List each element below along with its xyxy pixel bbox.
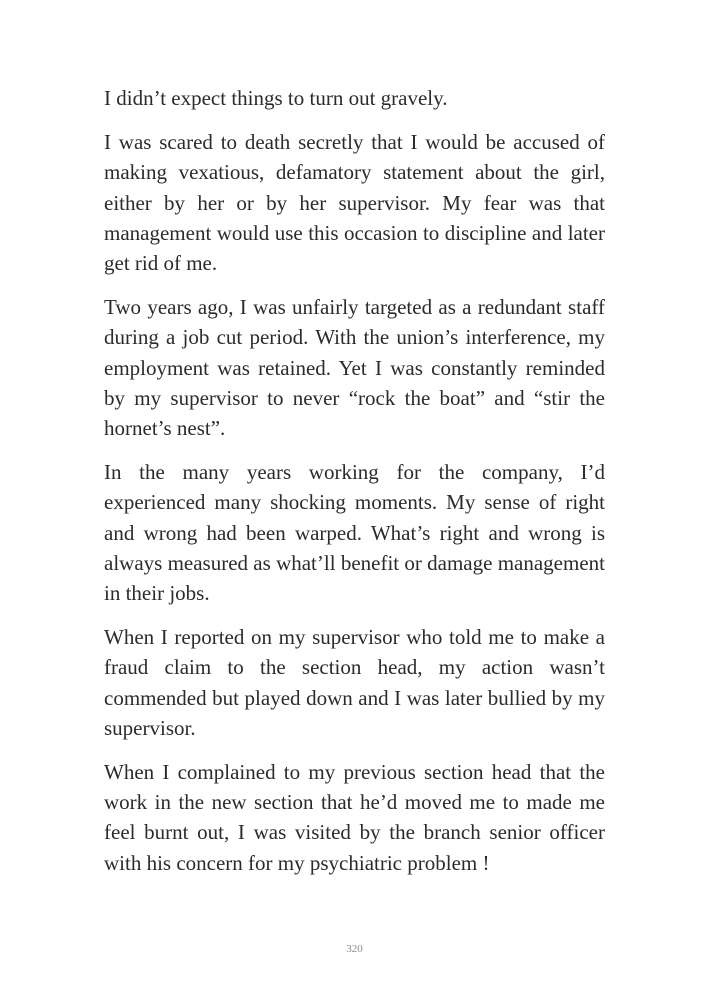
body-text bbox=[104, 83, 605, 892]
paragraph-6: When I complained to my previous section head that the work in the new section that he’d moved me to made me feel burnt out, I was visited by the branch senior officer with his concern for my psychiatric problem ! bbox=[104, 760, 605, 875]
paragraph-4: In the many years working for the company, I’d experienced many shocking moments. My sense of right and wrong had been warped. What’s right and wrong is always measured as what’ll benefit or damage management in their jobs. bbox=[104, 460, 605, 606]
page-number: 320 bbox=[346, 943, 363, 955]
paragraph-5: When I reported on my supervisor who told me to make a fraud claim to the section head, my action wasn’t commended but played down and I was later bullied by my supervisor. bbox=[104, 625, 605, 740]
paragraph-2: I was scared to death secretly that I would be accused of making vexatious, defamatory statement about the girl, either by her or by her supervisor. My fear was that management would use this occasion to discipline and later get rid of me. bbox=[104, 130, 605, 276]
paragraph-3: Two years ago, I was unfairly targeted as a redundant staff during a job cut period. With the union’s interference, my employment was retained. Yet I was constantly reminded by my supervisor to never “rock the boat” and “stir the hornet’s nest”. bbox=[104, 295, 605, 441]
paragraph-1: I didn’t expect things to turn out gravely. bbox=[104, 86, 448, 110]
